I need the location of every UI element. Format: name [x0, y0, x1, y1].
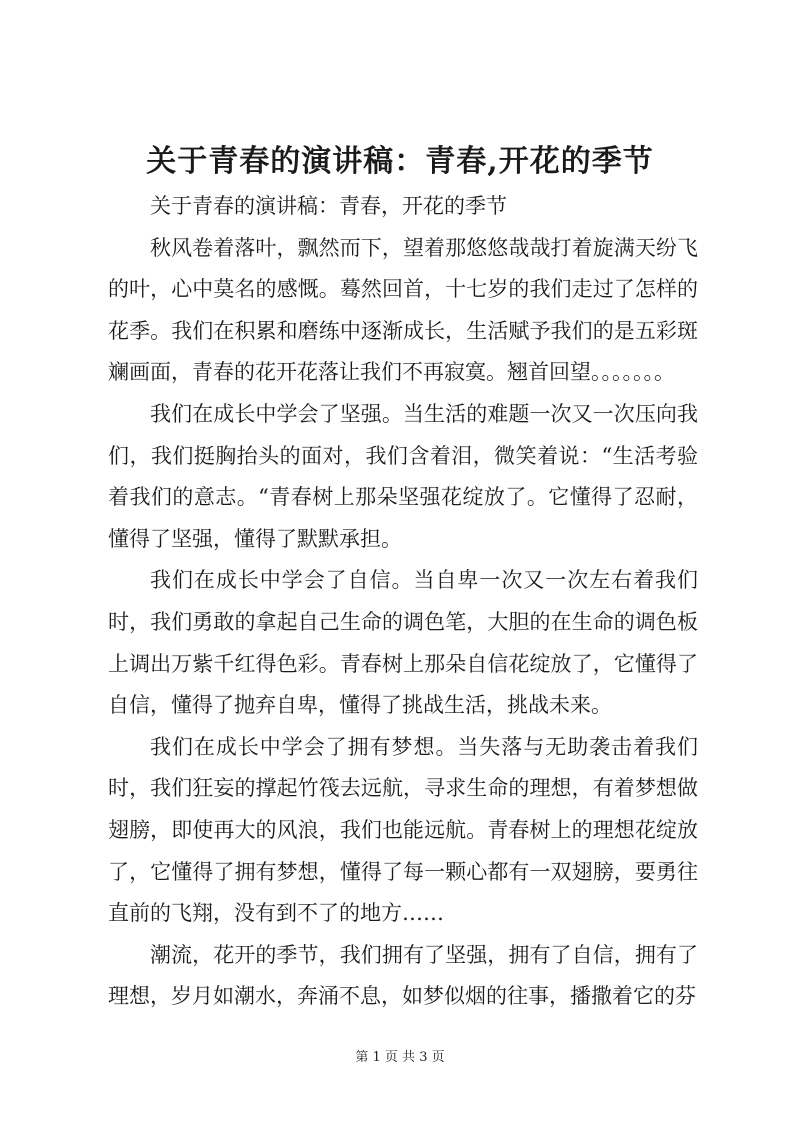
document-title: 关于青春的演讲稿：青春,开花的季节 — [146, 144, 654, 179]
paragraph: 潮流，花开的季节，我们拥有了坚强，拥有了自信，拥有了理想，岁月如潮水，奔涌不息，如梦似烟的往事，播撒着它的芬 — [108, 942, 698, 1009]
paragraph: 我们在成长中学会了拥有梦想。当失落与无助袭击着我们时，我们狂妄的撑起竹筏去远航，寻求生命的理想，有着梦想做翅膀，即使再大的风浪，我们也能远航。青春树上的理想花绽放了，它懂得了拥有梦想，懂得了每一颗心都有一双翅膀，要勇往直前的飞翔，没有到不了的地方…… — [108, 734, 698, 926]
paragraph: 我们在成长中学会了自信。当自卑一次又一次左右着我们时，我们勇敢的拿起自己生命的调色笔，大胆的在生命的调色板上调出万紫千红得色彩。青春树上那朵自信花绽放了，它懂得了自信，懂得了抛弃自卑，懂得了挑战生活，挑战未来。 — [108, 568, 698, 718]
paragraph: 我们在成长中学会了坚强。当生活的难题一次又一次压向我们，我们挺胸抬头的面对，我们含着泪，微笑着说：“生活考验着我们的意志。“青春树上那朵坚强花绽放了。它懂得了忍耐，懂得了坚强，懂得了默默承担。 — [108, 401, 698, 551]
paragraph-subtitle: 关于青春的演讲稿：青春，开花的季节 — [150, 194, 507, 218]
page-number-footer: 第 1 页 共 3 页 — [355, 1050, 445, 1065]
document-body — [108, 186, 698, 1018]
paragraph: 秋风卷着落叶，飘然而下，望着那悠悠哉哉打着旋满天纷飞的叶，心中莫名的感慨。蓦然回首，十七岁的我们走过了怎样的花季。我们在积累和磨练中逐渐成长，生活赋予我们的是五彩斑斓画面，青春的花开花落让我们不再寂寞。翘首回望。。。。。。。 — [108, 235, 698, 385]
